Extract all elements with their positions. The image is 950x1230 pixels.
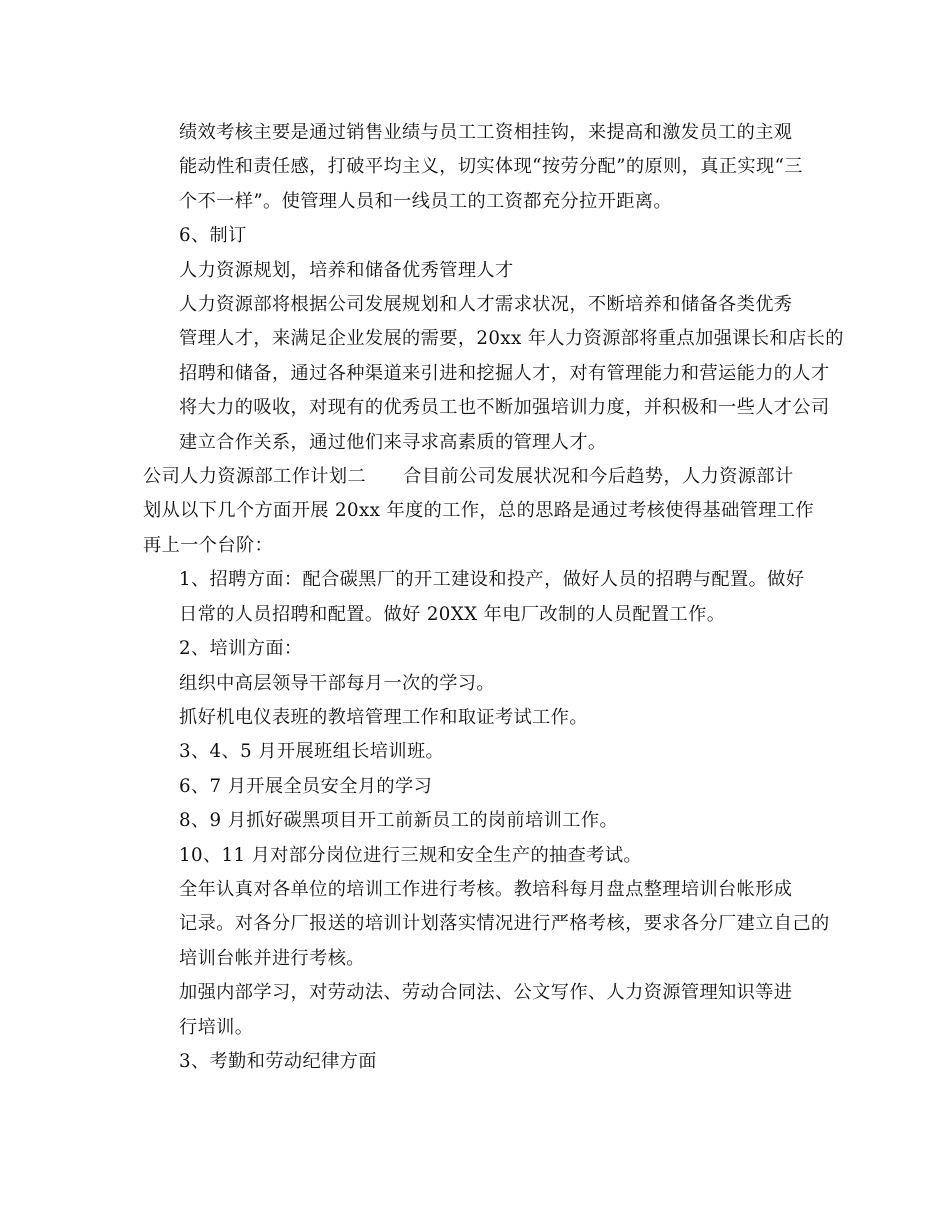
text-line: 培训台帐并进行考核。 — [179, 947, 365, 969]
paragraph-performance-appraisal — [143, 116, 805, 219]
text-line: 6、7 月开展全员安全月的学习 — [179, 775, 433, 797]
text-line: 10、11 月对部分岗位进行三规和安全生产的抽查考试。 — [179, 844, 642, 866]
list-item-training — [143, 804, 805, 838]
paragraph-talent-reserve — [143, 288, 844, 460]
text-line: 8、9 月抓好碳黑项目开工前新员工的岗前培训工作。 — [179, 810, 619, 832]
text-line: 管理人才，来满足企业发展的需要，20xx 年人力资源部将重点加强课长和店长的 — [179, 328, 844, 350]
text-line: 划从以下几个方面开展 20xx 年度的工作，总的思路是通过考核使得基础管理工作 — [143, 500, 815, 522]
text-line: 1、招聘方面：配合碳黑厂的开工建设和投产，做好人员的招聘与配置。做好 — [179, 569, 805, 591]
text-line: 人力资源规划，培养和储备优秀管理人才 — [179, 259, 514, 281]
text-line: 能动性和责任感，打破平均主义，切实体现“按劳分配”的原则，真正实现“三 — [179, 156, 803, 178]
text-line: 行培训。 — [179, 1016, 254, 1038]
paragraph-recruitment — [143, 563, 805, 632]
section-heading-attendance — [143, 1045, 805, 1079]
list-item-training — [143, 770, 805, 804]
paragraph-work-plan-two — [143, 460, 815, 563]
text-line: 全年认真对各单位的培训工作进行考核。教培科每月盘点整理培训台帐形成 — [179, 878, 793, 900]
text-line: 将大力的吸收，对现有的优秀员工也不断加强培训力度，并积极和一些人才公司 — [179, 397, 830, 419]
text-line: 加强内部学习，对劳动法、劳动合同法、公文写作、人力资源管理知识等进 — [179, 982, 793, 1004]
text-line: 6、制订 — [179, 225, 247, 247]
text-line: 再上一个台阶： — [143, 534, 274, 556]
text-line: 招聘和储备，通过各种渠道来引进和挖掘人才，对有管理能力和营运能力的人才 — [179, 362, 830, 384]
text-line: 记录。对各分厂报送的培训计划落实情况进行严格考核，要求各分厂建立自己的 — [179, 913, 830, 935]
text-line: 抓好机电仪表班的教培管理工作和取证考试工作。 — [179, 706, 588, 728]
section-heading-6 — [143, 219, 805, 253]
text-line: 2、培训方面： — [179, 638, 303, 660]
paragraph-internal-learning — [143, 976, 805, 1045]
text-line: 组织中高层领导干部每月一次的学习。 — [179, 672, 495, 694]
document-body — [143, 116, 844, 1079]
section-heading-training — [143, 632, 805, 666]
text-line: 日常的人员招聘和配置。做好 20XX 年电厂改制的人员配置工作。 — [179, 603, 726, 625]
list-item-training — [143, 667, 805, 701]
text-line: 公司人力资源部工作计划二 合目前公司发展状况和今后趋势，人力资源部计 — [143, 466, 794, 488]
text-line: 绩效考核主要是通过销售业绩与员工工资相挂钩，来提高和激发员工的主观 — [179, 122, 793, 143]
text-line: 人力资源部将根据公司发展规划和人才需求状况，不断培养和储备各类优秀 — [179, 294, 793, 316]
text-line: 3、考勤和劳动纪律方面 — [179, 1050, 377, 1072]
text-line: 个不一样”。使管理人员和一线员工的工资都充分拉开距离。 — [179, 190, 672, 212]
text-line: 建立合作关系，通过他们来寻求高素质的管理人才。 — [179, 431, 607, 453]
section-subheading-hr-planning — [143, 254, 805, 288]
list-item-training — [143, 839, 805, 873]
paragraph-training-assessment — [143, 873, 830, 976]
list-item-training — [143, 701, 805, 735]
text-line: 3、4、5 月开展班组长培训班。 — [179, 741, 445, 763]
list-item-training — [143, 735, 805, 769]
